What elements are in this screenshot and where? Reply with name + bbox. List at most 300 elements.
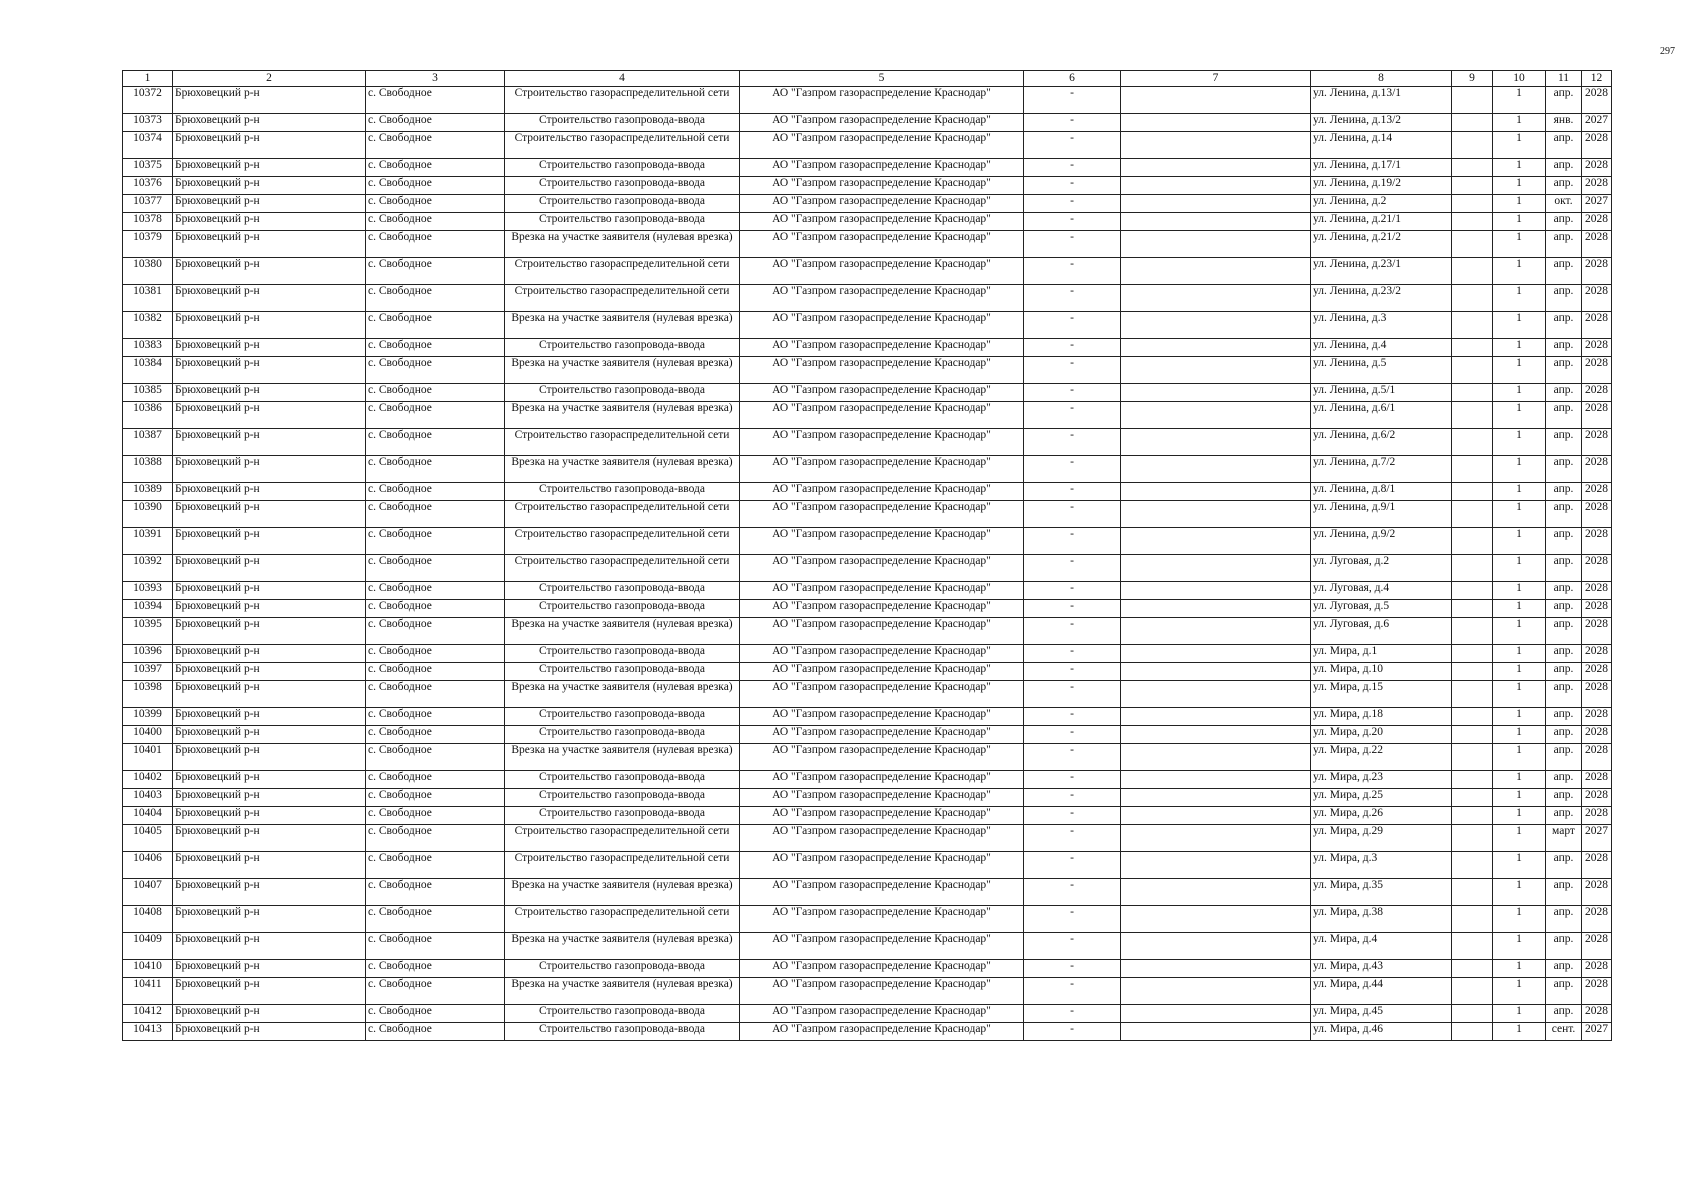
address-cell: ул. Мира, д.43 [1311, 960, 1452, 978]
column-9-cell [1452, 645, 1493, 663]
row-number: 10377 [123, 195, 173, 213]
month-cell: апр. [1546, 906, 1582, 933]
table-body [123, 71, 1612, 1041]
row-number: 10411 [123, 978, 173, 1005]
table-row [123, 771, 1612, 789]
quantity-cell: 1 [1493, 582, 1546, 600]
work-type-cell: Врезка на участке заявителя (нулевая врезка) [505, 618, 740, 645]
address-cell: ул. Мира, д.35 [1311, 879, 1452, 906]
table-row [123, 744, 1612, 771]
district-cell: Брюховецкий р-н [173, 663, 366, 681]
column-7-cell [1121, 618, 1311, 645]
district-cell: Брюховецкий р-н [173, 978, 366, 1005]
district-cell: Брюховецкий р-н [173, 312, 366, 339]
year-cell: 2028 [1582, 744, 1612, 771]
quantity-cell: 1 [1493, 879, 1546, 906]
year-cell: 2028 [1582, 501, 1612, 528]
organization-cell: АО "Газпром газораспределение Краснодар" [740, 555, 1024, 582]
row-number: 10399 [123, 708, 173, 726]
column-header: 3 [366, 71, 505, 87]
quantity-cell: 1 [1493, 384, 1546, 402]
year-cell: 2028 [1582, 708, 1612, 726]
column-9-cell [1452, 852, 1493, 879]
column-7-cell [1121, 114, 1311, 132]
column-9-cell [1452, 1023, 1493, 1041]
quantity-cell: 1 [1493, 708, 1546, 726]
address-cell: ул. Мира, д.22 [1311, 744, 1452, 771]
organization-cell: АО "Газпром газораспределение Краснодар" [740, 978, 1024, 1005]
quantity-cell: 1 [1493, 258, 1546, 285]
address-cell: ул. Луговая, д.2 [1311, 555, 1452, 582]
column-6-cell: - [1024, 402, 1121, 429]
column-7-cell [1121, 384, 1311, 402]
settlement-cell: с. Свободное [366, 177, 505, 195]
work-type-cell: Строительство газопровода-ввода [505, 339, 740, 357]
settlement-cell: с. Свободное [366, 339, 505, 357]
address-cell: ул. Ленина, д.8/1 [1311, 483, 1452, 501]
table-row [123, 708, 1612, 726]
column-9-cell [1452, 159, 1493, 177]
organization-cell: АО "Газпром газораспределение Краснодар" [740, 339, 1024, 357]
column-7-cell [1121, 132, 1311, 159]
table-row [123, 681, 1612, 708]
table-row [123, 960, 1612, 978]
column-9-cell [1452, 357, 1493, 384]
year-cell: 2028 [1582, 177, 1612, 195]
settlement-cell: с. Свободное [366, 501, 505, 528]
organization-cell: АО "Газпром газораспределение Краснодар" [740, 789, 1024, 807]
district-cell: Брюховецкий р-н [173, 357, 366, 384]
table-row [123, 726, 1612, 744]
row-number: 10407 [123, 879, 173, 906]
column-header: 12 [1582, 71, 1612, 87]
work-type-cell: Строительство газораспределительной сети [505, 429, 740, 456]
column-9-cell [1452, 879, 1493, 906]
column-7-cell [1121, 1005, 1311, 1023]
address-cell: ул. Луговая, д.6 [1311, 618, 1452, 645]
address-cell: ул. Мира, д.26 [1311, 807, 1452, 825]
column-9-cell [1452, 663, 1493, 681]
year-cell: 2028 [1582, 645, 1612, 663]
settlement-cell: с. Свободное [366, 879, 505, 906]
year-cell: 2028 [1582, 582, 1612, 600]
column-6-cell: - [1024, 231, 1121, 258]
column-7-cell [1121, 429, 1311, 456]
organization-cell: АО "Газпром газораспределение Краснодар" [740, 771, 1024, 789]
settlement-cell: с. Свободное [366, 528, 505, 555]
work-type-cell: Строительство газораспределительной сети [505, 501, 740, 528]
settlement-cell: с. Свободное [366, 231, 505, 258]
month-cell: апр. [1546, 528, 1582, 555]
column-7-cell [1121, 681, 1311, 708]
district-cell: Брюховецкий р-н [173, 501, 366, 528]
month-cell: апр. [1546, 600, 1582, 618]
column-7-cell [1121, 906, 1311, 933]
organization-cell: АО "Газпром газораспределение Краснодар" [740, 213, 1024, 231]
address-cell: ул. Мира, д.20 [1311, 726, 1452, 744]
organization-cell: АО "Газпром газораспределение Краснодар" [740, 483, 1024, 501]
settlement-cell: с. Свободное [366, 1005, 505, 1023]
district-cell: Брюховецкий р-н [173, 159, 366, 177]
column-9-cell [1452, 582, 1493, 600]
month-cell: апр. [1546, 555, 1582, 582]
district-cell: Брюховецкий р-н [173, 852, 366, 879]
column-6-cell: - [1024, 456, 1121, 483]
row-number: 10390 [123, 501, 173, 528]
year-cell: 2028 [1582, 213, 1612, 231]
table-row [123, 807, 1612, 825]
column-9-cell [1452, 114, 1493, 132]
address-cell: ул. Мира, д.18 [1311, 708, 1452, 726]
work-type-cell: Строительство газопровода-ввода [505, 726, 740, 744]
organization-cell: АО "Газпром газораспределение Краснодар" [740, 744, 1024, 771]
column-header: 1 [123, 71, 173, 87]
row-number: 10396 [123, 645, 173, 663]
settlement-cell: с. Свободное [366, 402, 505, 429]
settlement-cell: с. Свободное [366, 357, 505, 384]
address-cell: ул. Мира, д.1 [1311, 645, 1452, 663]
table-row [123, 258, 1612, 285]
settlement-cell: с. Свободное [366, 555, 505, 582]
quantity-cell: 1 [1493, 555, 1546, 582]
organization-cell: АО "Газпром газораспределение Краснодар" [740, 195, 1024, 213]
year-cell: 2028 [1582, 402, 1612, 429]
month-cell: апр. [1546, 933, 1582, 960]
quantity-cell: 1 [1493, 312, 1546, 339]
organization-cell: АО "Газпром газораспределение Краснодар" [740, 429, 1024, 456]
column-7-cell [1121, 357, 1311, 384]
district-cell: Брюховецкий р-н [173, 213, 366, 231]
settlement-cell: с. Свободное [366, 456, 505, 483]
column-6-cell: - [1024, 87, 1121, 114]
address-cell: ул. Ленина, д.5/1 [1311, 384, 1452, 402]
work-type-cell: Строительство газораспределительной сети [505, 258, 740, 285]
row-number: 10402 [123, 771, 173, 789]
organization-cell: АО "Газпром газораспределение Краснодар" [740, 384, 1024, 402]
column-6-cell: - [1024, 177, 1121, 195]
work-type-cell: Строительство газопровода-ввода [505, 1005, 740, 1023]
column-7-cell [1121, 744, 1311, 771]
column-7-cell [1121, 312, 1311, 339]
column-6-cell: - [1024, 501, 1121, 528]
settlement-cell: с. Свободное [366, 681, 505, 708]
column-9-cell [1452, 600, 1493, 618]
settlement-cell: с. Свободное [366, 933, 505, 960]
table-row [123, 357, 1612, 384]
district-cell: Брюховецкий р-н [173, 555, 366, 582]
work-type-cell: Строительство газораспределительной сети [505, 906, 740, 933]
column-7-cell [1121, 771, 1311, 789]
organization-cell: АО "Газпром газораспределение Краснодар" [740, 645, 1024, 663]
settlement-cell: с. Свободное [366, 159, 505, 177]
quantity-cell: 1 [1493, 978, 1546, 1005]
district-cell: Брюховецкий р-н [173, 771, 366, 789]
column-9-cell [1452, 195, 1493, 213]
row-number: 10405 [123, 825, 173, 852]
work-type-cell: Строительство газопровода-ввода [505, 771, 740, 789]
district-cell: Брюховецкий р-н [173, 726, 366, 744]
work-type-cell: Врезка на участке заявителя (нулевая врезка) [505, 879, 740, 906]
table-row [123, 582, 1612, 600]
row-number: 10373 [123, 114, 173, 132]
month-cell: апр. [1546, 1005, 1582, 1023]
table-row [123, 177, 1612, 195]
month-cell: янв. [1546, 114, 1582, 132]
table-row [123, 231, 1612, 258]
month-cell: апр. [1546, 231, 1582, 258]
column-7-cell [1121, 402, 1311, 429]
table-row [123, 600, 1612, 618]
organization-cell: АО "Газпром газораспределение Краснодар" [740, 177, 1024, 195]
district-cell: Брюховецкий р-н [173, 582, 366, 600]
month-cell: апр. [1546, 429, 1582, 456]
month-cell: апр. [1546, 213, 1582, 231]
column-9-cell [1452, 825, 1493, 852]
organization-cell: АО "Газпром газораспределение Краснодар" [740, 933, 1024, 960]
column-6-cell: - [1024, 1023, 1121, 1041]
column-6-cell: - [1024, 1005, 1121, 1023]
row-number: 10401 [123, 744, 173, 771]
table-row [123, 159, 1612, 177]
organization-cell: АО "Газпром газораспределение Краснодар" [740, 402, 1024, 429]
quantity-cell: 1 [1493, 852, 1546, 879]
row-number: 10397 [123, 663, 173, 681]
organization-cell: АО "Газпром газораспределение Краснодар" [740, 258, 1024, 285]
work-type-cell: Строительство газопровода-ввода [505, 483, 740, 501]
column-9-cell [1452, 618, 1493, 645]
quantity-cell: 1 [1493, 1023, 1546, 1041]
row-number: 10387 [123, 429, 173, 456]
column-7-cell [1121, 159, 1311, 177]
settlement-cell: с. Свободное [366, 744, 505, 771]
quantity-cell: 1 [1493, 960, 1546, 978]
column-header: 9 [1452, 71, 1493, 87]
district-cell: Брюховецкий р-н [173, 87, 366, 114]
organization-cell: АО "Газпром газораспределение Краснодар" [740, 663, 1024, 681]
address-cell: ул. Мира, д.10 [1311, 663, 1452, 681]
column-9-cell [1452, 807, 1493, 825]
column-7-cell [1121, 807, 1311, 825]
column-9-cell [1452, 87, 1493, 114]
work-type-cell: Строительство газопровода-ввода [505, 195, 740, 213]
column-6-cell: - [1024, 429, 1121, 456]
organization-cell: АО "Газпром газораспределение Краснодар" [740, 312, 1024, 339]
quantity-cell: 1 [1493, 87, 1546, 114]
column-9-cell [1452, 456, 1493, 483]
address-cell: ул. Мира, д.46 [1311, 1023, 1452, 1041]
table-row [123, 789, 1612, 807]
column-7-cell [1121, 645, 1311, 663]
month-cell: апр. [1546, 726, 1582, 744]
address-cell: ул. Ленина, д.14 [1311, 132, 1452, 159]
quantity-cell: 1 [1493, 285, 1546, 312]
column-6-cell: - [1024, 771, 1121, 789]
column-7-cell [1121, 555, 1311, 582]
year-cell: 2027 [1582, 195, 1612, 213]
month-cell: апр. [1546, 312, 1582, 339]
district-cell: Брюховецкий р-н [173, 681, 366, 708]
work-type-cell: Строительство газопровода-ввода [505, 708, 740, 726]
address-cell: ул. Ленина, д.9/2 [1311, 528, 1452, 555]
column-7-cell [1121, 258, 1311, 285]
table-row [123, 501, 1612, 528]
quantity-cell: 1 [1493, 807, 1546, 825]
column-header: 11 [1546, 71, 1582, 87]
month-cell: апр. [1546, 807, 1582, 825]
quantity-cell: 1 [1493, 618, 1546, 645]
quantity-cell: 1 [1493, 231, 1546, 258]
column-header: 5 [740, 71, 1024, 87]
year-cell: 2028 [1582, 600, 1612, 618]
month-cell: сент. [1546, 1023, 1582, 1041]
column-7-cell [1121, 501, 1311, 528]
table-row [123, 312, 1612, 339]
row-number: 10404 [123, 807, 173, 825]
month-cell: апр. [1546, 159, 1582, 177]
column-6-cell: - [1024, 663, 1121, 681]
column-6-cell: - [1024, 555, 1121, 582]
column-6-cell: - [1024, 114, 1121, 132]
column-7-cell [1121, 933, 1311, 960]
month-cell: апр. [1546, 132, 1582, 159]
quantity-cell: 1 [1493, 744, 1546, 771]
quantity-cell: 1 [1493, 645, 1546, 663]
year-cell: 2028 [1582, 231, 1612, 258]
column-9-cell [1452, 483, 1493, 501]
row-number: 10374 [123, 132, 173, 159]
column-9-cell [1452, 771, 1493, 789]
settlement-cell: с. Свободное [366, 852, 505, 879]
column-6-cell: - [1024, 258, 1121, 285]
year-cell: 2027 [1582, 114, 1612, 132]
organization-cell: АО "Газпром газораспределение Краснодар" [740, 456, 1024, 483]
year-cell: 2028 [1582, 483, 1612, 501]
column-7-cell [1121, 231, 1311, 258]
work-type-cell: Врезка на участке заявителя (нулевая врезка) [505, 231, 740, 258]
work-type-cell: Строительство газопровода-ввода [505, 177, 740, 195]
month-cell: апр. [1546, 285, 1582, 312]
organization-cell: АО "Газпром газораспределение Краснодар" [740, 825, 1024, 852]
district-cell: Брюховецкий р-н [173, 456, 366, 483]
row-number: 10383 [123, 339, 173, 357]
settlement-cell: с. Свободное [366, 771, 505, 789]
month-cell: окт. [1546, 195, 1582, 213]
column-7-cell [1121, 528, 1311, 555]
work-type-cell: Строительство газораспределительной сети [505, 852, 740, 879]
column-9-cell [1452, 681, 1493, 708]
column-7-cell [1121, 213, 1311, 231]
column-7-cell [1121, 663, 1311, 681]
settlement-cell: с. Свободное [366, 708, 505, 726]
work-type-cell: Врезка на участке заявителя (нулевая врезка) [505, 933, 740, 960]
row-number: 10391 [123, 528, 173, 555]
organization-cell: АО "Газпром газораспределение Краснодар" [740, 285, 1024, 312]
address-cell: ул. Мира, д.29 [1311, 825, 1452, 852]
table-row [123, 933, 1612, 960]
column-7-cell [1121, 1023, 1311, 1041]
row-number: 10372 [123, 87, 173, 114]
table-row [123, 339, 1612, 357]
year-cell: 2027 [1582, 825, 1612, 852]
month-cell: апр. [1546, 483, 1582, 501]
organization-cell: АО "Газпром газораспределение Краснодар" [740, 708, 1024, 726]
settlement-cell: с. Свободное [366, 195, 505, 213]
address-cell: ул. Мира, д.25 [1311, 789, 1452, 807]
quantity-cell: 1 [1493, 177, 1546, 195]
year-cell: 2028 [1582, 852, 1612, 879]
work-type-cell: Врезка на участке заявителя (нулевая врезка) [505, 681, 740, 708]
column-header: 4 [505, 71, 740, 87]
address-cell: ул. Ленина, д.23/2 [1311, 285, 1452, 312]
quantity-cell: 1 [1493, 195, 1546, 213]
organization-cell: АО "Газпром газораспределение Краснодар" [740, 879, 1024, 906]
row-number: 10385 [123, 384, 173, 402]
quantity-cell: 1 [1493, 906, 1546, 933]
work-type-cell: Врезка на участке заявителя (нулевая врезка) [505, 744, 740, 771]
district-cell: Брюховецкий р-н [173, 1005, 366, 1023]
quantity-cell: 1 [1493, 528, 1546, 555]
row-number: 10380 [123, 258, 173, 285]
address-cell: ул. Мира, д.23 [1311, 771, 1452, 789]
work-type-cell: Врезка на участке заявителя (нулевая врезка) [505, 456, 740, 483]
work-type-cell: Строительство газопровода-ввода [505, 663, 740, 681]
district-cell: Брюховецкий р-н [173, 618, 366, 645]
quantity-cell: 1 [1493, 213, 1546, 231]
column-9-cell [1452, 744, 1493, 771]
table-row [123, 618, 1612, 645]
address-cell: ул. Ленина, д.13/1 [1311, 87, 1452, 114]
row-number: 10389 [123, 483, 173, 501]
column-6-cell: - [1024, 726, 1121, 744]
organization-cell: АО "Газпром газораспределение Краснодар" [740, 528, 1024, 555]
settlement-cell: с. Свободное [366, 213, 505, 231]
organization-cell: АО "Газпром газораспределение Краснодар" [740, 852, 1024, 879]
table-row [123, 528, 1612, 555]
column-9-cell [1452, 960, 1493, 978]
address-cell: ул. Ленина, д.3 [1311, 312, 1452, 339]
column-9-cell [1452, 528, 1493, 555]
row-number: 10392 [123, 555, 173, 582]
district-cell: Брюховецкий р-н [173, 879, 366, 906]
column-7-cell [1121, 978, 1311, 1005]
page-number: 297 [1660, 46, 1675, 57]
row-number: 10381 [123, 285, 173, 312]
district-cell: Брюховецкий р-н [173, 708, 366, 726]
year-cell: 2028 [1582, 681, 1612, 708]
address-cell: ул. Ленина, д.23/1 [1311, 258, 1452, 285]
column-9-cell [1452, 213, 1493, 231]
organization-cell: АО "Газпром газораспределение Краснодар" [740, 582, 1024, 600]
year-cell: 2028 [1582, 771, 1612, 789]
registry-table [122, 70, 1612, 1041]
column-7-cell [1121, 726, 1311, 744]
month-cell: апр. [1546, 771, 1582, 789]
table-row [123, 456, 1612, 483]
settlement-cell: с. Свободное [366, 825, 505, 852]
district-cell: Брюховецкий р-н [173, 807, 366, 825]
district-cell: Брюховецкий р-н [173, 258, 366, 285]
quantity-cell: 1 [1493, 726, 1546, 744]
district-cell: Брюховецкий р-н [173, 177, 366, 195]
quantity-cell: 1 [1493, 402, 1546, 429]
table-row [123, 483, 1612, 501]
row-number: 10386 [123, 402, 173, 429]
year-cell: 2028 [1582, 357, 1612, 384]
settlement-cell: с. Свободное [366, 978, 505, 1005]
address-cell: ул. Ленина, д.2 [1311, 195, 1452, 213]
organization-cell: АО "Газпром газораспределение Краснодар" [740, 960, 1024, 978]
work-type-cell: Врезка на участке заявителя (нулевая врезка) [505, 402, 740, 429]
